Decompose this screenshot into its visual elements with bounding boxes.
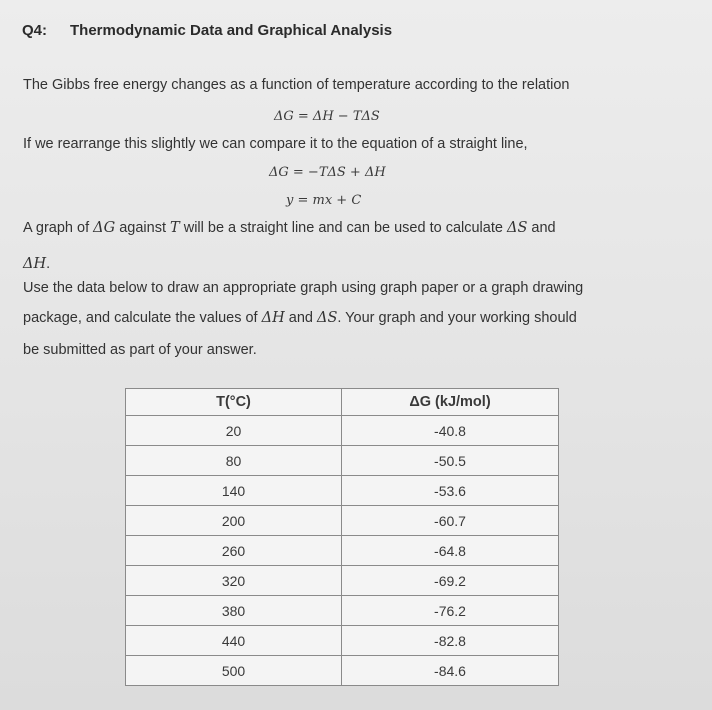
data-table: [125, 388, 559, 686]
graph-paragraph-line-1: [23, 220, 556, 236]
cell-gibbs: -53.6: [342, 476, 559, 506]
cell-temperature: 500: [126, 656, 342, 686]
delta-s-symbol: ΔS: [316, 310, 338, 326]
graph-text: and: [527, 220, 556, 236]
table-header-row: [126, 389, 559, 416]
table-row: [126, 536, 559, 566]
intro-line-2: If we rearrange this slightly we can compare it to the equation of a straight line,: [23, 136, 528, 152]
cell-temperature: 80: [126, 446, 342, 476]
question-number: Q4:: [22, 22, 48, 39]
cell-gibbs: -76.2: [342, 596, 559, 626]
table-row: [126, 506, 559, 536]
cell-gibbs: -64.8: [342, 536, 559, 566]
table-row: [126, 476, 559, 506]
instructions-text: and: [284, 310, 317, 326]
cell-temperature: 440: [126, 626, 342, 656]
table-row: [126, 566, 559, 596]
delta-h-symbol: ΔH: [261, 310, 285, 326]
cell-temperature: 260: [126, 536, 342, 566]
cell-temperature: 140: [126, 476, 342, 506]
cell-gibbs: -60.7: [342, 506, 559, 536]
graph-text: A graph of: [23, 220, 94, 236]
cell-gibbs: -50.5: [342, 446, 559, 476]
delta-h-symbol: ΔH: [23, 256, 47, 272]
graph-paragraph-line-2: [23, 256, 50, 272]
t-symbol: T: [170, 220, 180, 236]
instructions-text: package, and calculate the values of: [23, 310, 262, 326]
equation-rearranged: ΔG = −TΔS + ΔH: [269, 165, 386, 180]
table-row: [126, 626, 559, 656]
cell-temperature: 380: [126, 596, 342, 626]
instructions-line-2: [23, 310, 577, 326]
cell-gibbs: -69.2: [342, 566, 559, 596]
graph-text: will be a straight line and can be used to calculate: [179, 220, 507, 236]
intro-line-1: The Gibbs free energy changes as a function of temperature according to the relation: [23, 77, 570, 93]
cell-gibbs: -40.8: [342, 416, 559, 446]
table-row: [126, 416, 559, 446]
cell-gibbs: -82.8: [342, 626, 559, 656]
delta-g-symbol: ΔG: [93, 220, 116, 236]
column-header-temperature: T(°C): [126, 389, 342, 416]
table-row: [126, 446, 559, 476]
table-row: [126, 596, 559, 626]
question-title: Thermodynamic Data and Graphical Analysis: [70, 22, 393, 39]
equation-straight-line: y = mx + C: [286, 193, 362, 208]
graph-text: against: [115, 220, 171, 236]
instructions-line-1: Use the data below to draw an appropriate graph using graph paper or a graph drawing: [23, 280, 584, 296]
table-row: [126, 656, 559, 686]
instructions-line-3: be submitted as part of your answer.: [23, 342, 257, 358]
cell-temperature: 320: [126, 566, 342, 596]
delta-s-symbol: ΔS: [506, 220, 528, 236]
cell-gibbs: -84.6: [342, 656, 559, 686]
column-header-gibbs: ΔG (kJ/mol): [342, 389, 559, 416]
cell-temperature: 200: [126, 506, 342, 536]
graph-text: .: [46, 256, 51, 272]
instructions-text: . Your graph and your working should: [337, 310, 577, 326]
equation-gibbs: ΔG = ΔH − TΔS: [274, 109, 380, 124]
cell-temperature: 20: [126, 416, 342, 446]
